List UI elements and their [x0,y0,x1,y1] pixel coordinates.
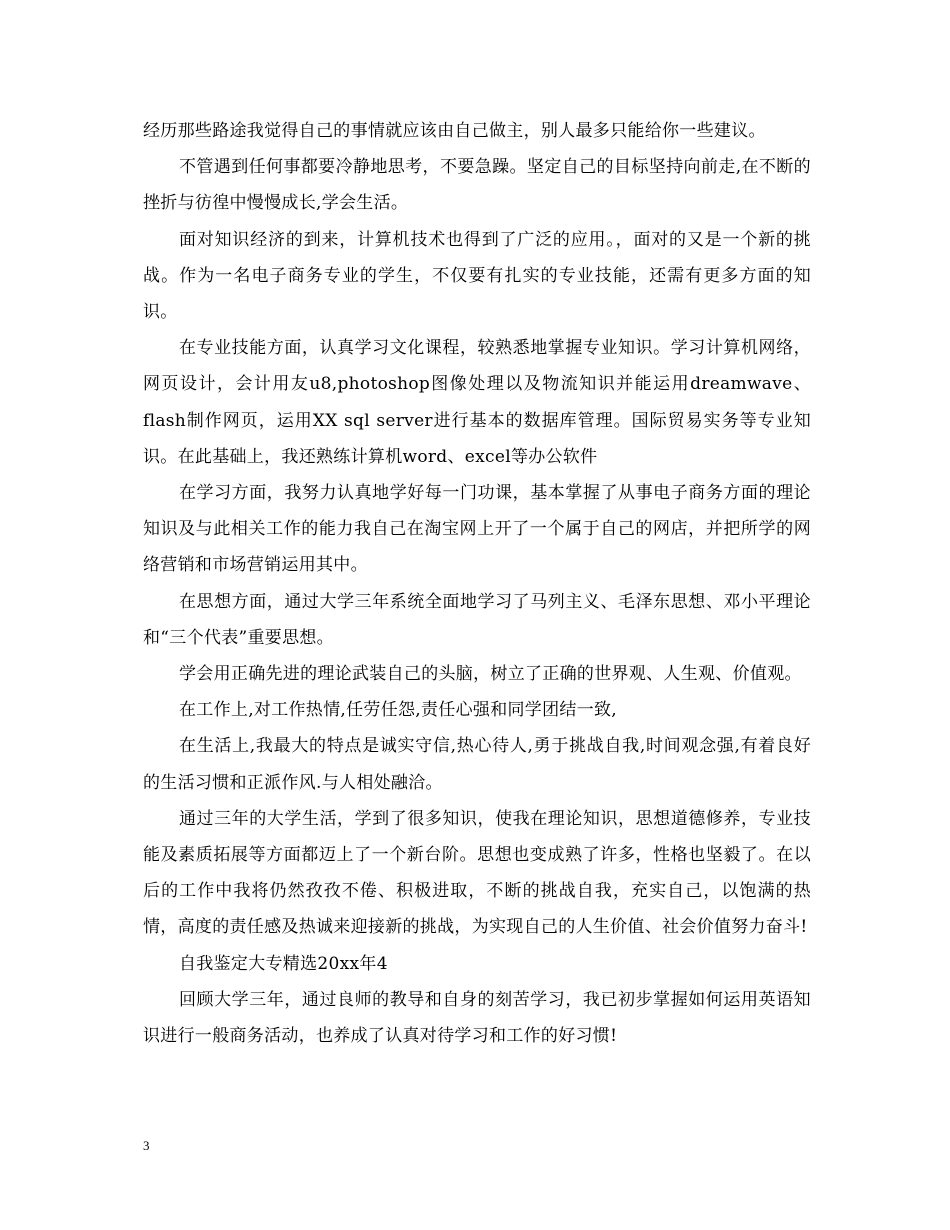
paragraph-3: 面对知识经济的到来，计算机技术也得到了广泛的应用。，面对的又是一个新的挑战。作为一名电子商务专业的学生，不仅要有扎实的专业技能，还需有更多方面的知识。 [143,229,811,323]
section-heading: 自我鉴定大专精选20xx年4 [179,953,388,974]
paragraph-7: 学会用正确先进的理论武装自己的头脑，树立了正确的世界观、人生观、价值观。 [179,664,802,685]
paragraph-2: 不管遇到任何事都要冷静地思考，不要急躁。坚定自己的目标坚持向前走,在不断的挫折与彷徨中慢慢成长,学会生活。 [143,157,811,214]
paragraph-6: 在思想方面，通过大学三年系统全面地学习了马列主义、毛泽东思想、邓小平理论和“三个代表”重要思想。 [143,591,811,648]
paragraph-8: 在工作上,对工作热情,任劳任怨,责任心强和同学团结一致, [179,700,618,721]
paragraph-1: 经历那些路途我觉得自己的事情就应该由自己做主，别人最多只能给你一些建议。 [143,121,766,141]
paragraph-9: 在生活上,我最大的特点是诚实守信,热心待人,勇于挑战自我,时间观念强,有着良好的生活习惯和正派作风.与人相处融洽。 [143,736,811,793]
paragraph-11: 回顾大学三年，通过良师的教导和自身的刻苦学习，我已初步掌握如何运用英语知识进行一般商务活动，也养成了认真对待学习和工作的好习惯! [143,989,811,1047]
page-number: 3 [143,1138,150,1153]
paragraph-10: 通过三年的大学生活，学到了很多知识，使我在理论知识，思想道德修养，专业技能及素质拓展等方面都迈上了一个新台阶。思想也变成熟了许多，性格也坚毅了。在以后的工作中我将仍然孜孜不倦、积极进取，不断的挑战自我，充实自己，以饱满的热情，高度的责任感及热诚来迎接新的挑战，为实现自己的人生价值、社会价值努力奋斗! [143,808,811,938]
paragraph-4: 在专业技能方面，认真学习文化课程，较熟悉地掌握专业知识。学习计算机网络，网页设计，会计用友u8,photoshop图像处理以及物流知识并能运用dreamwave、flash制作网页，运用XX sql server进行基本的数据库管理。国际贸易实务等专业知识。在此基础上，我还熟练计算机word、excel等办公软件 [143,338,811,467]
document-body [143,113,811,1054]
paragraph-5: 在学习方面，我努力认真地学好每一门功课，基本掌握了从事电子商务方面的理论知识及与此相关工作的能力我自己在淘宝网上开了一个属于自己的网店，并把所学的网络营销和市场营销运用其中。 [143,483,811,576]
